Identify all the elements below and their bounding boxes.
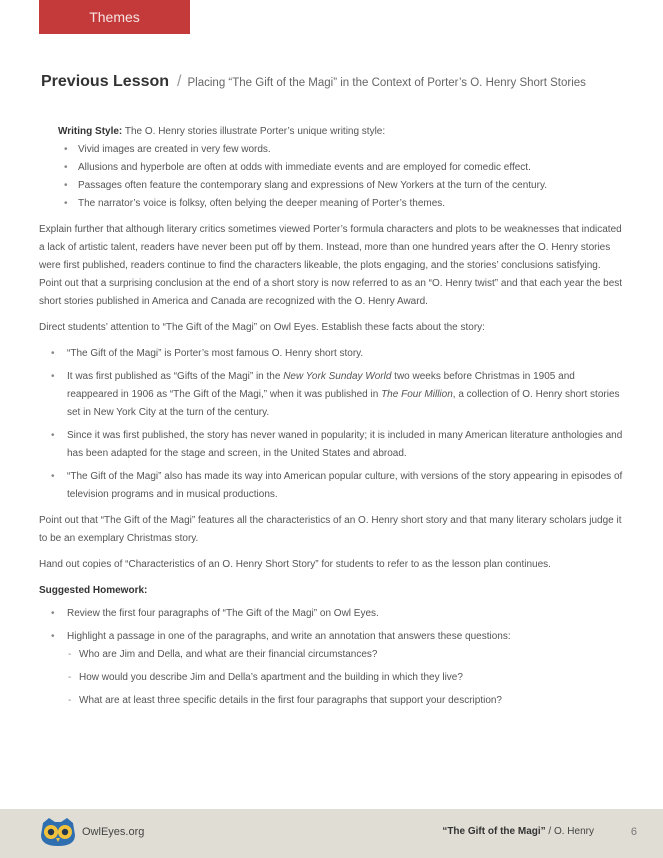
paragraph-explain: Explain further that although literary critics sometimes viewed Porter’s formula characters and plots to be weaknesses that indicated a lack of artistic talent, readers have never been put off by them. Instead, more than one hundred years after the O. Henry stories were first published, readers continue to find the characters likeable, the plots engaging, and the stories’ conclusions satisfying. Point out that a surprising conclusion at the end of a short story is now referred to as an “O. Henry twist” and that each year the best short stories published in America and Canada are recognized with the O. Henry Award. [39, 224, 623, 307]
list-item: • Allusions and hyperbole are often at odds with immediate events and are employed for comedic effect. [58, 159, 625, 177]
page-number: 6 [630, 826, 637, 838]
list-item: • “The Gift of the Magi” also has made its way into American popular culture, with versions of the story appearing in episodes of television programs and in musical productions. [39, 468, 625, 504]
footer-story-title: “The Gift of the Magi” [442, 826, 546, 837]
question-item: - What are at least three specific details in the first four paragraphs that support your description? [67, 692, 625, 710]
themes-tab [39, 0, 190, 34]
paragraph-point: Point out that “The Gift of the Magi” features all the characteristics of an O. Henry short story and that many literary scholars judge it to be an exemplary Christmas story. [39, 515, 622, 544]
header-separator: / [177, 73, 182, 90]
lesson-content [39, 123, 625, 718]
fact-text: , a collection of O. Henry short stories set in New York City at the turn of the century. [67, 389, 620, 418]
paragraph-handout: Hand out copies of “Characteristics of an O. Henry Short Story” for students to refer to as the lesson plan continues. [39, 559, 551, 570]
list-item: • Since it was first published, the story has never waned in popularity; it is included in many American literature anthologies and has been adapted for the stage and screen, in the United States and abroad. [39, 427, 625, 463]
writing-style-label: Writing Style: [58, 126, 123, 137]
homework-list [39, 605, 625, 710]
list-item: • Vivid images are created in very few words. [58, 141, 625, 159]
page-footer [0, 809, 663, 858]
lesson-header-subtitle: Placing “The Gift of the Magi” in the Context of Porter’s O. Henry Short Stories [187, 77, 586, 89]
brand-name: OwlEyes.org [82, 826, 145, 838]
question-item: - Who are Jim and Della, and what are their financial circumstances? [67, 646, 625, 664]
collection-title: The Four Million [381, 389, 453, 400]
lesson-header-title: Previous Lesson [41, 73, 170, 90]
homework-questions [67, 646, 625, 710]
homework-label: Suggested Homework: [39, 585, 148, 596]
writing-style-list [58, 141, 625, 213]
list-item: • “The Gift of the Magi” is Porter’s most famous O. Henry short story. [39, 345, 625, 363]
fact-text: It was first published as “Gifts of the Magi” in the [67, 371, 284, 382]
list-item: • Review the first four paragraphs of “The Gift of the Magi” on Owl Eyes. [39, 605, 625, 623]
lesson-header [41, 73, 641, 91]
fact-text: two weeks before Christmas in 1905 and reappeared in 1906 as “The Gift of the Magi,” when it was published in [67, 371, 575, 400]
list-item: • Passages often feature the contemporary slang and expressions of New Yorkers at the turn of the century. [58, 177, 625, 195]
publication-title: New York Sunday World [283, 371, 392, 382]
question-item: - How would you describe Jim and Della’s apartment and the building in which they live? [67, 669, 625, 687]
list-item [39, 628, 625, 710]
list-item: • The narrator’s voice is folksy, often belying the deeper meaning of Porter’s themes. [58, 195, 625, 213]
story-facts-list [39, 345, 625, 504]
list-item [39, 368, 625, 422]
themes-tab-label: Themes [89, 9, 140, 25]
owl-logo-icon [39, 817, 77, 847]
homework-item-text: Highlight a passage in one of the paragraphs, and write an annotation that answers these questions: [67, 631, 511, 642]
footer-title [442, 826, 594, 837]
footer-author: / O. Henry [545, 826, 594, 837]
paragraph-direct: Direct students’ attention to “The Gift of the Magi” on Owl Eyes. Establish these facts about the story: [39, 322, 485, 333]
writing-style-intro: The O. Henry stories illustrate Porter’s unique writing style: [122, 126, 386, 137]
writing-style-section [58, 123, 625, 213]
